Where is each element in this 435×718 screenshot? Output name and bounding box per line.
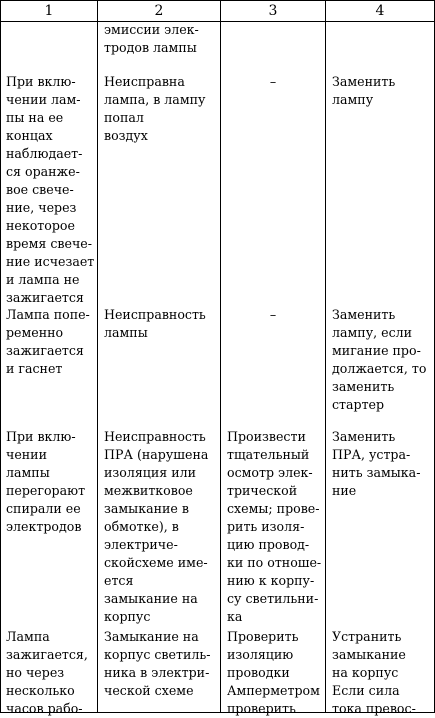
row-1-remedy: Заменить лампу — [332, 74, 396, 107]
header-col-2: 2 — [154, 3, 164, 19]
header-col-4: 4 — [375, 3, 385, 19]
column-divider — [220, 1, 221, 712]
header-col-1: 1 — [44, 3, 54, 19]
row-2-remedy: Заменить лампу, если мигание про- должается, то заменить стартер — [332, 307, 427, 412]
row-4-remedy: Устранить замыкание на корпус Если сила тока превос- — [332, 629, 416, 716]
row-3-remedy: Заменить ПРА, устра- нить замыка- ние — [332, 429, 421, 498]
column-divider — [325, 1, 326, 712]
row-3-symptom: При вклю- чении лампы перегорают спирали ее электродов — [6, 429, 86, 534]
row-1-symptom: При вклю- чении лам- пы на ее концах наблюдает- ся оранже- вое свече- ние, через некоторое время свече- ние исчезает и лампа не зажигается — [6, 74, 95, 305]
row-2-check: – — [269, 307, 277, 322]
row-2-cause: Неисправность лампы — [104, 307, 206, 340]
row-1-check: – — [269, 74, 277, 89]
row-4-symptom: Лампа зажигается, но через несколько часов рабо- — [6, 629, 88, 716]
table-header — [1, 1, 434, 22]
row-3-check: Произвести тщательный осмотр элек- трической схемы; прове- рить изоля- цию провод- ки по отноше- нию к корпу- су светильни- ка — [227, 429, 322, 624]
row-3-cause: Неисправность ПРА (нарушена изоляция или межвитковое замыкание в обмотке), в электриче- скойсхеме име- ется замыкание на корпус — [104, 429, 209, 624]
row-1-cause: Неисправна лампа, в лампу попал воздух — [104, 74, 206, 143]
header-col-3: 3 — [268, 3, 278, 19]
row-0-cause: эмиссии элек- тродов лампы — [104, 22, 199, 55]
row-4-cause: Замыкание на корпус светиль- ника в электри- ческой схеме — [104, 629, 211, 698]
row-2-symptom: Лампа попе- ременно зажигается и гаснет — [6, 307, 90, 376]
row-4-check: Проверить изоляцию проводки Амперметром проверить — [227, 629, 320, 716]
column-divider — [97, 1, 98, 712]
